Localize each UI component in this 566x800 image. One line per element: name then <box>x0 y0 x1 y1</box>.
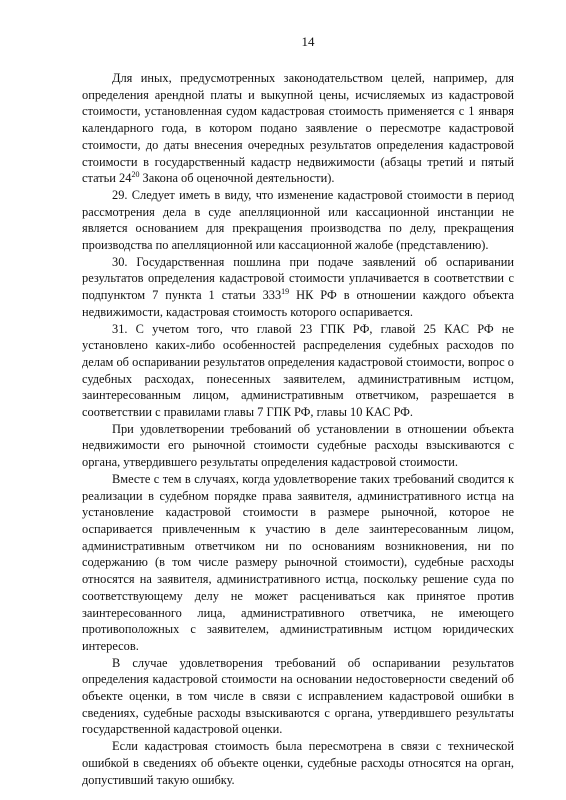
paragraph-text: 31. С учетом того, что главой 23 ГПК РФ, главой 25 КАС РФ не установлено каких-либо особенностей распределения судебных расходов по делам об оспаривании результатов определения кадастровой стоимости, вопрос о судебных расходах, понесенных заявителем, административным истцом, заинтересованным лицом, административным ответчиком, разрешается в соответствии с правилами главы 7 ГПК РФ, главы 10 КАС РФ. <box>82 321 514 420</box>
page-number: 14 <box>301 34 315 49</box>
paragraph-text: В случае удовлетворения требований об оспаривании результатов определения кадастровой стоимости на основании недостоверности сведений об объекте оценки, в том числе в связи с исправлением кадастровой ошибки в сведениях, судебные расходы взыскиваются с органа, утвердившего результаты государственной кадастровой оценки. <box>82 655 514 737</box>
paragraph-31-market-value <box>82 421 514 471</box>
superscript: 20 <box>131 170 140 180</box>
paragraph-text: 30. Государственная пошлина при подаче заявлений об оспаривании результатов определения кадастровой стоимости уплачивается в соответствии с подпунктом 7 пункта 1 статьи 333 <box>82 254 514 303</box>
paragraph-text: Для иных, предусмотренных законодательством целей, например, для определения арендной платы и выкупной цены, исчисляемых из кадастровой стоимости, установленная судом кадастровая стоимость применяется с 1 января календарного года, в котором подано заявление о пересмотре кадастровой стоимости, до даты внесения очередных результатов определения кадастровой стоимости в государственный кадастр недвижимости (абзацы третий и пятый статьи 24 <box>82 71 514 186</box>
paragraph-31 <box>82 321 514 421</box>
paragraph-text: 29. Следует иметь в виду, что изменение кадастровой стоимости в период рассмотрения дела в суде апелляционной или кассационной инстанции не является основанием для прекращения производства по делу, прекращения производства по апелляционной или кассационной жалобе (представлению). <box>82 187 514 253</box>
paragraph-text: Закона об оценочной деятельности). <box>139 171 335 186</box>
paragraph-text: Вместе с тем в случаях, когда удовлетворение таких требований сводится к реализации в судебном порядке права заявителя, административного истца на установление кадастровой стоимости в размере рыночной, которое не оспаривается привлеченным к участию в деле заинтересованным лицом, административным ответчиком ни по основаниям возникновения, ни по содержанию (в том числе размеру рыночной стоимости), судебные расходы относятся на заявителя, административного истца, поскольку решение суда по соответствующему делу не может расцениваться как принятое против заинтересованного лица, административного ответчика, не имеющего противоположных с заявителем, административным истцом юридических интересов. <box>82 471 514 653</box>
paragraph-31-exception <box>82 471 514 655</box>
paragraph-30 <box>82 254 514 321</box>
paragraph-1 <box>82 70 514 187</box>
paragraph-text: Если кадастровая стоимость была пересмотрена в связи с технической ошибкой в сведениях об объекте оценки, судебные расходы относятся на орган, допустивший такую ошибку. <box>82 739 514 787</box>
paragraph-31-technical-error <box>82 738 514 788</box>
paragraph-29 <box>82 187 514 254</box>
paragraph-text: НК РФ в отношении каждого объекта недвижимости, кадастровая стоимость которого оспаривается. <box>82 288 514 319</box>
superscript: 19 <box>281 287 290 297</box>
paragraph-text: При удовлетворении требований об установлении в отношении объекта недвижимости его рыночной стоимости судебные расходы взыскиваются с органа, утвердившего результаты определения кадастровой стоимости. <box>82 421 514 470</box>
paragraph-31-unreliable-data <box>82 655 514 739</box>
